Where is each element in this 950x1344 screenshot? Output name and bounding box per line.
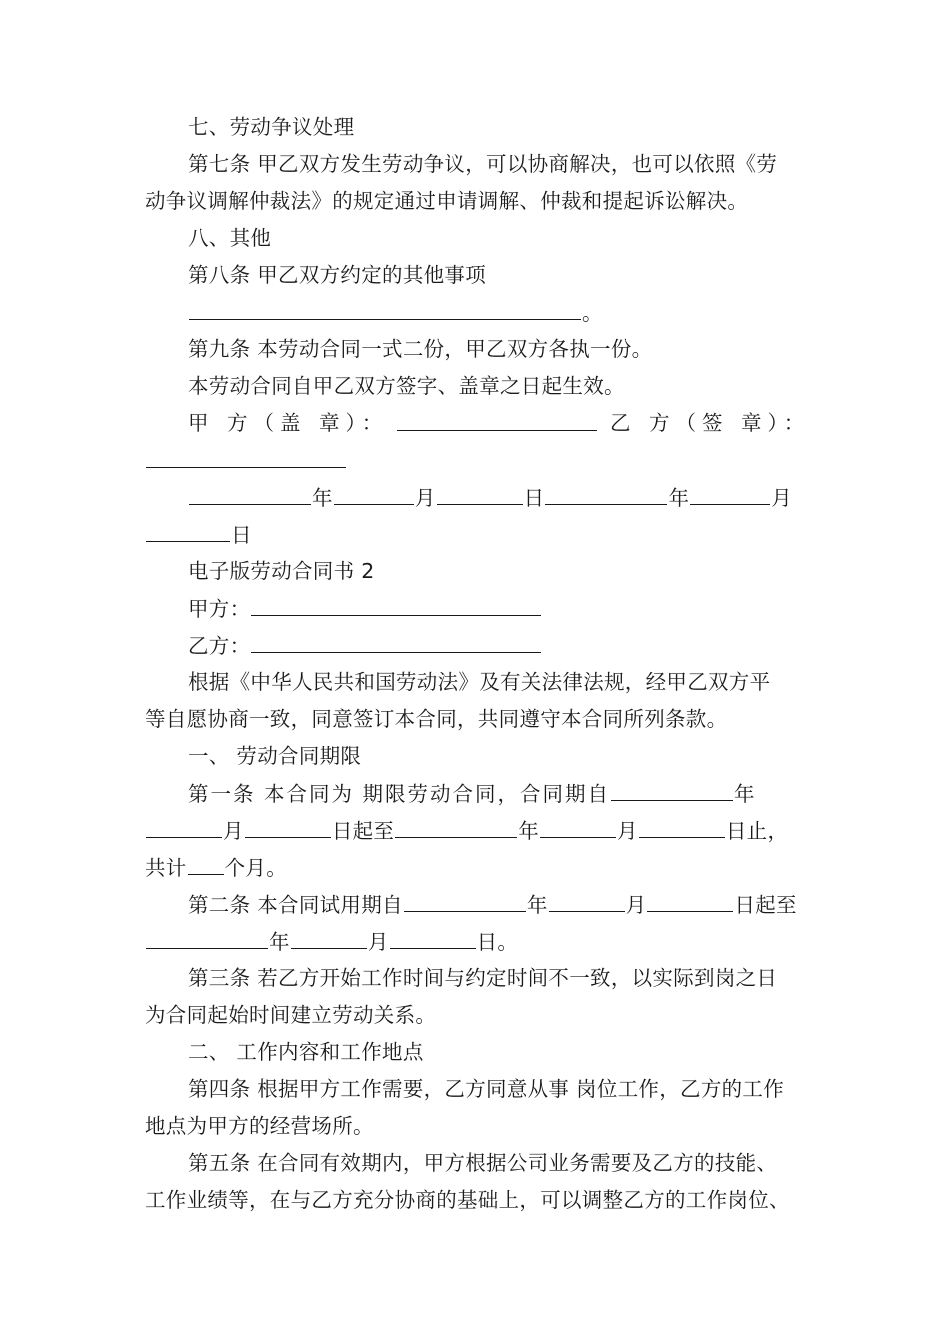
article-5-line-2: 工作业绩等，在与乙方充分协商的基础上，可以调整乙方的工作岗位、 bbox=[145, 1188, 790, 1212]
article-7-line-2: 动争议调解仲裁法》的规定通过申请调解、仲裁和提起诉讼解决。 bbox=[145, 189, 749, 213]
section-heading-other: 八、其他 bbox=[188, 226, 272, 250]
article-4-line-2: 地点为甲方的经营场所。 bbox=[145, 1114, 374, 1138]
article-2-line-2: 年 月 日。 bbox=[145, 926, 518, 956]
section-heading-work: 二、 工作内容和工作地点 bbox=[188, 1040, 424, 1064]
period: 。 bbox=[582, 301, 603, 325]
article-1-line-1: 第一条 本合同为 期限劳动合同，合同期自 年 bbox=[188, 778, 757, 808]
party-a-line: 甲方： bbox=[188, 593, 542, 623]
blank-line bbox=[189, 297, 581, 320]
article-8-blank-line bbox=[188, 297, 603, 327]
article-2-line-1: 第二条 本合同试用期自 年 月 日起至 bbox=[188, 889, 797, 919]
article-1-line-3: 共计 个月。 bbox=[145, 852, 287, 882]
party-a-seal-label: 甲 方（盖 章）： bbox=[188, 411, 389, 435]
preamble-line-1: 根据《中华人民共和国劳动法》及有关法律法规，经甲乙双方平 bbox=[188, 670, 771, 694]
party-a-seal-line bbox=[396, 408, 598, 438]
section-heading-labor-dispute: 七、劳动争议处理 bbox=[188, 115, 355, 139]
article-8: 第八条 甲乙双方约定的其他事项 bbox=[188, 263, 487, 287]
preamble-line-2: 等自愿协商一致，同意签订本合同，共同遵守本合同所列条款。 bbox=[145, 707, 728, 731]
effective-clause: 本劳动合同自甲乙双方签字、盖章之日起生效。 bbox=[188, 374, 625, 398]
contract-subtitle: 电子版劳动合同书 2 bbox=[188, 559, 375, 583]
article-1-line-2: 月 日起至 年 月 日止， bbox=[145, 815, 788, 845]
article-3-line-1: 第三条 若乙方开始工作时间与约定时间不一致，以实际到岗之日 bbox=[188, 966, 778, 990]
party-b-sign-line bbox=[145, 445, 347, 475]
signing-dates-line: 年 月 日 年 月 bbox=[188, 482, 792, 512]
party-b-line: 乙方： bbox=[188, 630, 542, 660]
article-9: 第九条 本劳动合同一式二份，甲乙双方各执一份。 bbox=[188, 337, 653, 361]
article-3-line-2: 为合同起始时间建立劳动关系。 bbox=[145, 1003, 437, 1027]
section-heading-term: 一、 劳动合同期限 bbox=[188, 744, 362, 768]
article-5-line-1: 第五条 在合同有效期内，甲方根据公司业务需要及乙方的技能、 bbox=[188, 1151, 778, 1175]
signing-dates-line-2: 日 bbox=[145, 519, 252, 549]
article-7-line-1: 第七条 甲乙双方发生劳动争议，可以协商解决，也可以依照《劳 bbox=[188, 152, 778, 176]
party-b-sign-label: 乙 方（签 章）： bbox=[610, 411, 811, 435]
article-4-line-1: 第四条 根据甲方工作需要，乙方同意从事 岗位工作，乙方的工作 bbox=[188, 1077, 785, 1101]
